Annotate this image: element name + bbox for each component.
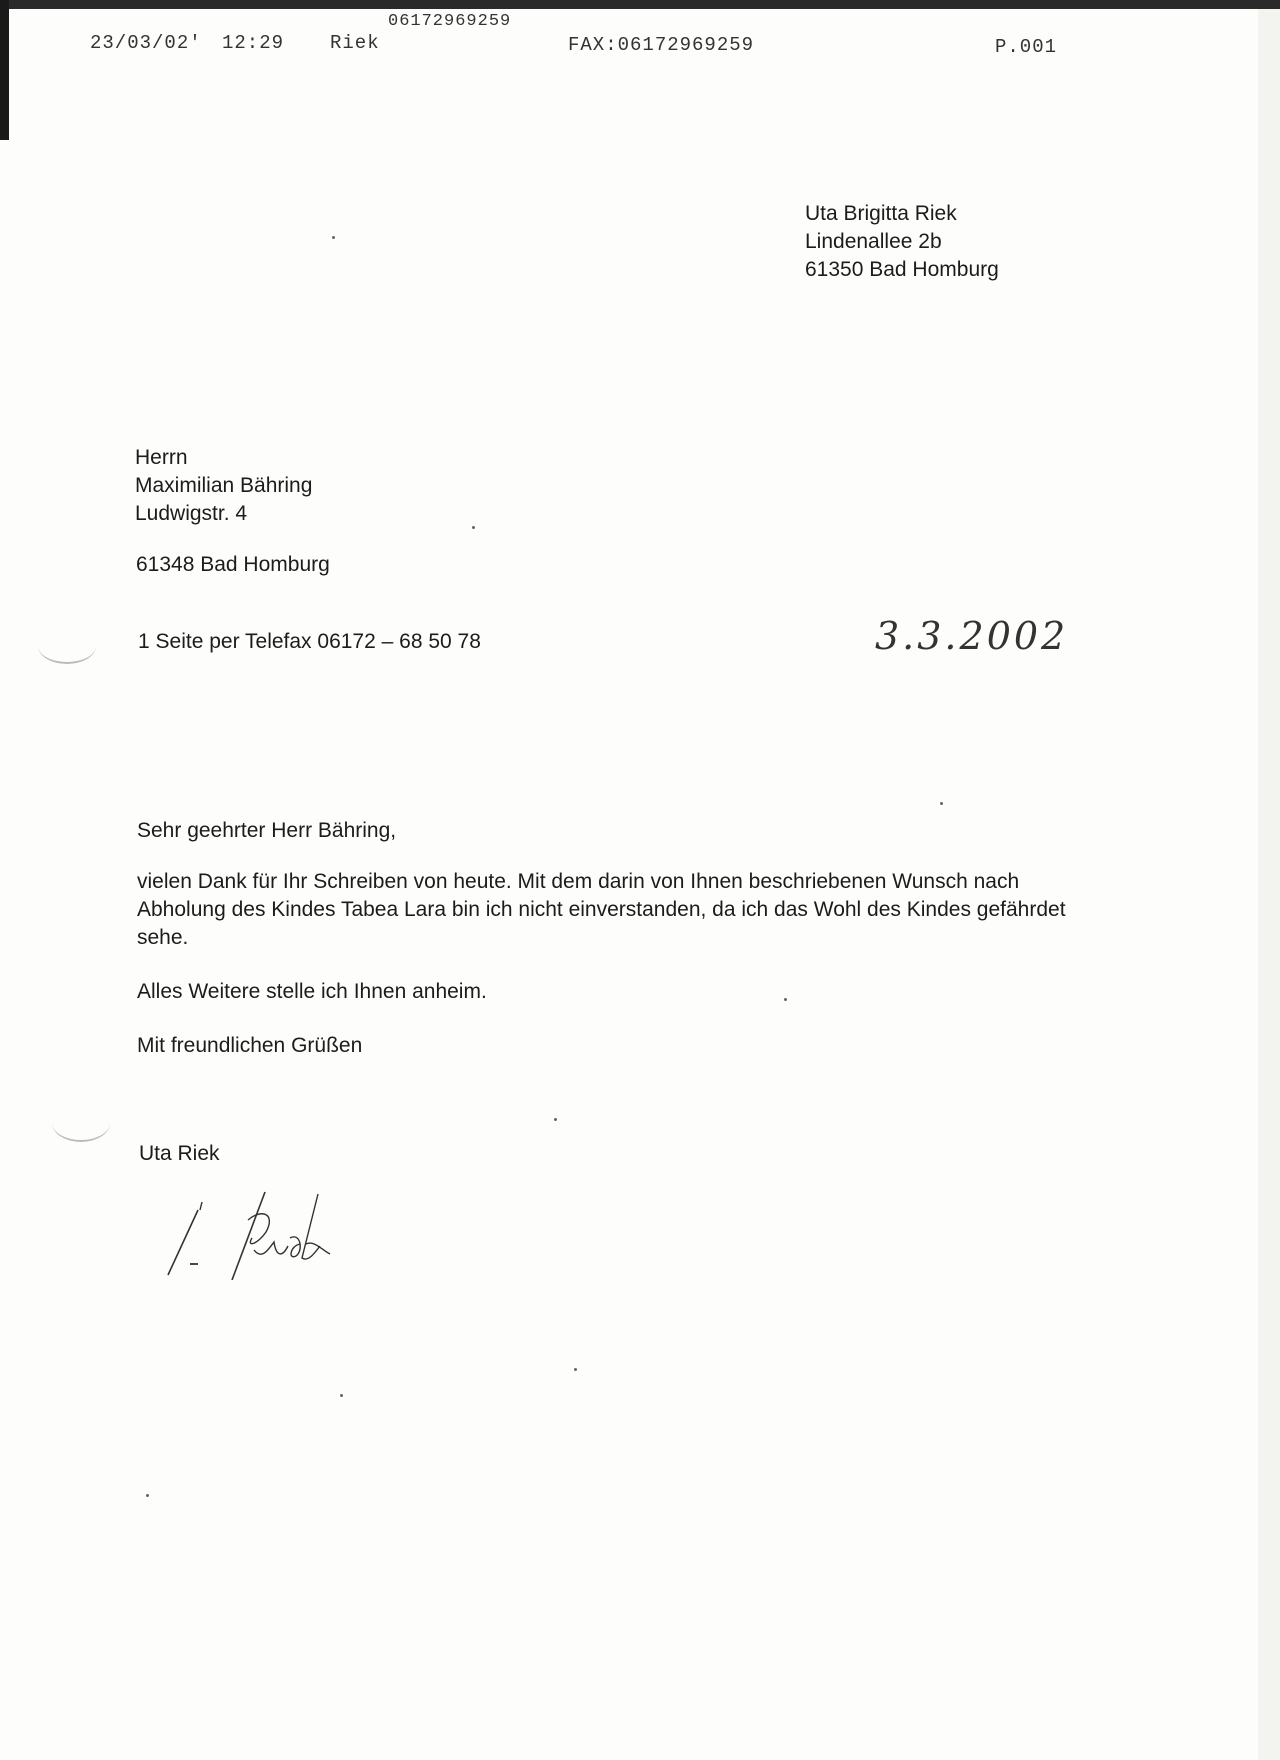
scan-speck	[940, 802, 943, 805]
body-paragraph-2: Alles Weitere stelle ich Ihnen anheim.	[137, 980, 487, 1003]
recipient-name: Maximilian Bähring	[135, 474, 313, 497]
transmission-note: 1 Seite per Telefax 06172 – 68 50 78	[138, 630, 481, 653]
fax-number-top: 06172969259	[388, 12, 512, 31]
signature-name: Uta Riek	[139, 1142, 220, 1165]
scan-speck	[472, 526, 475, 529]
closing: Mit freundlichen Grüßen	[137, 1034, 363, 1057]
fax-page: P.001	[995, 36, 1058, 58]
left-border	[0, 0, 9, 140]
fax-time: 12:29	[222, 32, 285, 54]
punch-hole-mark	[38, 628, 96, 664]
signature-image	[150, 1180, 370, 1280]
sender-name: Uta Brigitta Riek	[805, 202, 957, 225]
punch-hole-mark	[52, 1104, 110, 1142]
scan-speck	[146, 1494, 149, 1497]
fax-date: 23/03/02'	[90, 32, 202, 54]
fax-sender: Riek	[330, 32, 380, 54]
page-edge	[1258, 9, 1280, 1760]
scan-speck	[574, 1368, 577, 1371]
recipient-street: Ludwigstr. 4	[135, 502, 248, 525]
sender-city: 61350 Bad Homburg	[805, 258, 999, 281]
scan-speck	[340, 1394, 343, 1397]
recipient-address	[135, 444, 312, 528]
recipient-salutation: Herrn	[135, 446, 188, 469]
scan-speck	[554, 1118, 557, 1121]
sender-address	[805, 200, 999, 284]
recipient-city: 61348 Bad Homburg	[136, 553, 330, 576]
scan-speck	[332, 236, 335, 239]
body-paragraph: vielen Dank für Ihr Schreiben von heute. Mit dem darin von Ihnen beschriebenen Wunsch nach Abholung des Kindes Tabea Lara bin ich nicht einverstanden, da ich das Wohl des Kindes gefährdet sehe.	[137, 870, 1066, 949]
salutation: Sehr geehrter Herr Bähring,	[137, 819, 397, 842]
scan-speck	[784, 998, 787, 1001]
fax-number: FAX:06172969259	[568, 34, 755, 56]
top-border	[0, 0, 1280, 9]
sender-street: Lindenallee 2b	[805, 230, 942, 253]
handwritten-date: 3.3.2002	[875, 614, 1069, 658]
